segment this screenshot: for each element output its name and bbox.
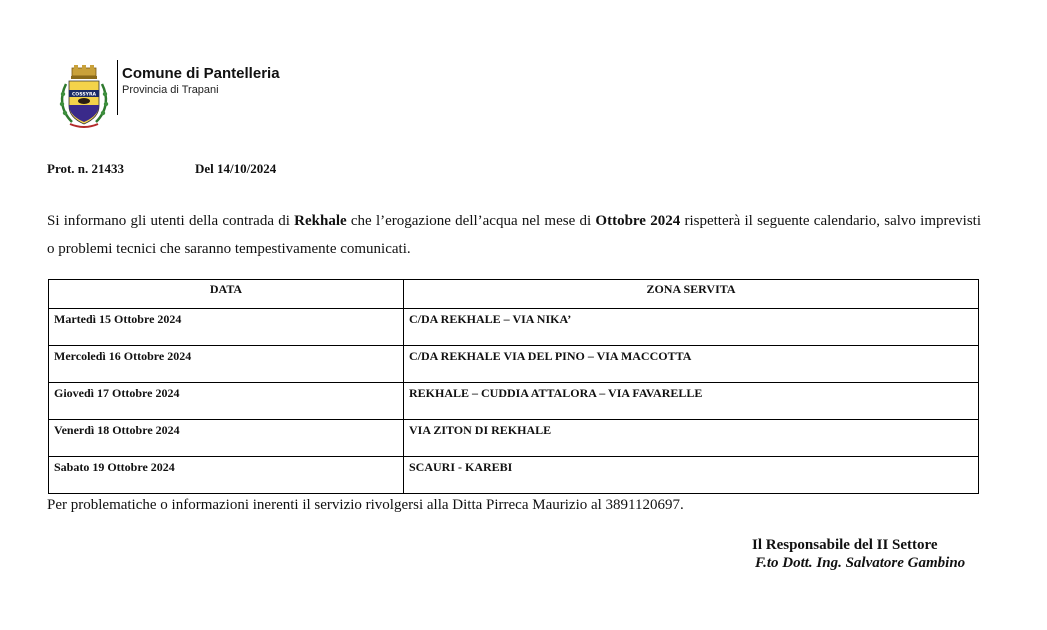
table-row (49, 346, 979, 383)
svg-text:COSSYRA: COSSYRA (71, 92, 97, 98)
schedule-table (48, 279, 979, 494)
intro-place: Rekhale (294, 213, 347, 229)
protocol-date: Del 14/10/2024 (195, 161, 277, 176)
row-zone: C/DA REKHALE – VIA NIKA’ (404, 309, 979, 346)
schedule-header-row (49, 280, 979, 309)
protocol-line (47, 161, 277, 177)
organization-block (122, 65, 280, 97)
protocol-number: Prot. n. 21433 (47, 161, 125, 176)
signatory-role: Il Responsabile del II Settore (752, 537, 938, 553)
row-date: Venerdì 18 Ottobre 2024 (49, 420, 404, 457)
row-date: Mercoledì 16 Ottobre 2024 (49, 346, 404, 383)
signature-block (752, 536, 965, 572)
organization-province: Provincia di Trapani (122, 84, 219, 96)
intro-paragraph (47, 207, 981, 263)
header-date: DATA (49, 280, 404, 309)
intro-text-3: rispetterà il seguente calendario, salvo imprevisti o problemi tecnici che saranno tempestivamente comunicati. (47, 213, 982, 257)
table-row (49, 457, 979, 494)
table-row (49, 420, 979, 457)
header-zone: ZONA SERVITA (404, 280, 979, 309)
intro-month: Ottobre 2024 (595, 213, 681, 229)
row-date: Martedì 15 Ottobre 2024 (49, 309, 404, 346)
table-row (49, 309, 979, 346)
row-zone: REKHALE – CUDDIA ATTALORA – VIA FAVARELLE (404, 383, 979, 420)
organization-name: Comune di Pantelleria (122, 65, 280, 82)
intro-text-2: che l’erogazione dell’acqua nel mese di (346, 213, 596, 229)
table-row (49, 383, 979, 420)
contact-info: Per problematiche o informazioni inerenti il servizio rivolgersi alla Ditta Pirreca Maurizio al 3891120697. (47, 497, 684, 513)
row-date: Sabato 19 Ottobre 2024 (49, 457, 404, 494)
signatory-name: F.to Dott. Ing. Salvatore Gambino (755, 555, 966, 571)
row-zone: C/DA REKHALE VIA DEL PINO – VIA MACCOTTA (404, 346, 979, 383)
header-divider (117, 60, 118, 115)
row-zone: VIA ZITON DI REKHALE (404, 420, 979, 457)
intro-text-1: Si informano gli utenti della contrada di (47, 213, 295, 229)
municipal-crest-icon (56, 64, 112, 130)
row-date: Giovedì 17 Ottobre 2024 (49, 383, 404, 420)
row-zone: SCAURI - KAREBI (404, 457, 979, 494)
